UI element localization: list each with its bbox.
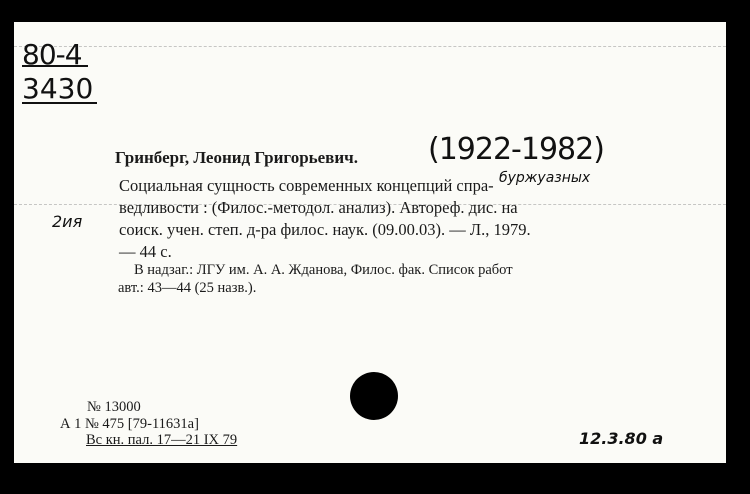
title-line-1: Социальная сущность современных концепций спра- — [119, 176, 494, 195]
author-heading: Гринберг, Леонид Григорьевич. — [115, 148, 358, 167]
ledger-line: Вс кн. пал. 17—21 IX 79 — [86, 432, 238, 448]
title-line-2: ведливости : (Филос.-методол. анализ). Автореф. дис. на — [119, 198, 518, 217]
shelf-mark-bottom-text: 3430 — [22, 72, 94, 105]
card-number: № 13000 — [87, 399, 141, 415]
catalog-card — [14, 22, 726, 463]
shelf-mark-top — [22, 38, 82, 71]
catalog-number: А 1 № 475 [79-11631а] — [60, 416, 199, 432]
shelf-mark-underline — [22, 65, 88, 67]
handwritten-inserted-word: буржуазных — [499, 170, 591, 186]
shelf-mark-top-text: 80-4 — [22, 38, 82, 71]
shelf-mark-underline — [22, 102, 97, 104]
title-line-3: соиск. учен. степ. д-ра филос. наук. (09.00.03). — Л., 1979. — [119, 220, 531, 239]
note-line-2: авт.: 43—44 (25 назв.). — [118, 280, 257, 296]
scan-artifact-line — [14, 46, 726, 47]
shelf-mark-bottom — [22, 72, 93, 105]
pages-line: — 44 с. — [119, 242, 172, 261]
handwritten-life-dates: (1922-1982) — [428, 132, 604, 167]
handwritten-margin-note: 2ия — [52, 212, 83, 231]
handwritten-date-stamp: 12.3.80 а — [579, 429, 664, 448]
punch-hole — [350, 372, 398, 420]
note-line-1: В надзаг.: ЛГУ им. А. А. Жданова, Филос. фак. Список работ — [134, 262, 513, 278]
